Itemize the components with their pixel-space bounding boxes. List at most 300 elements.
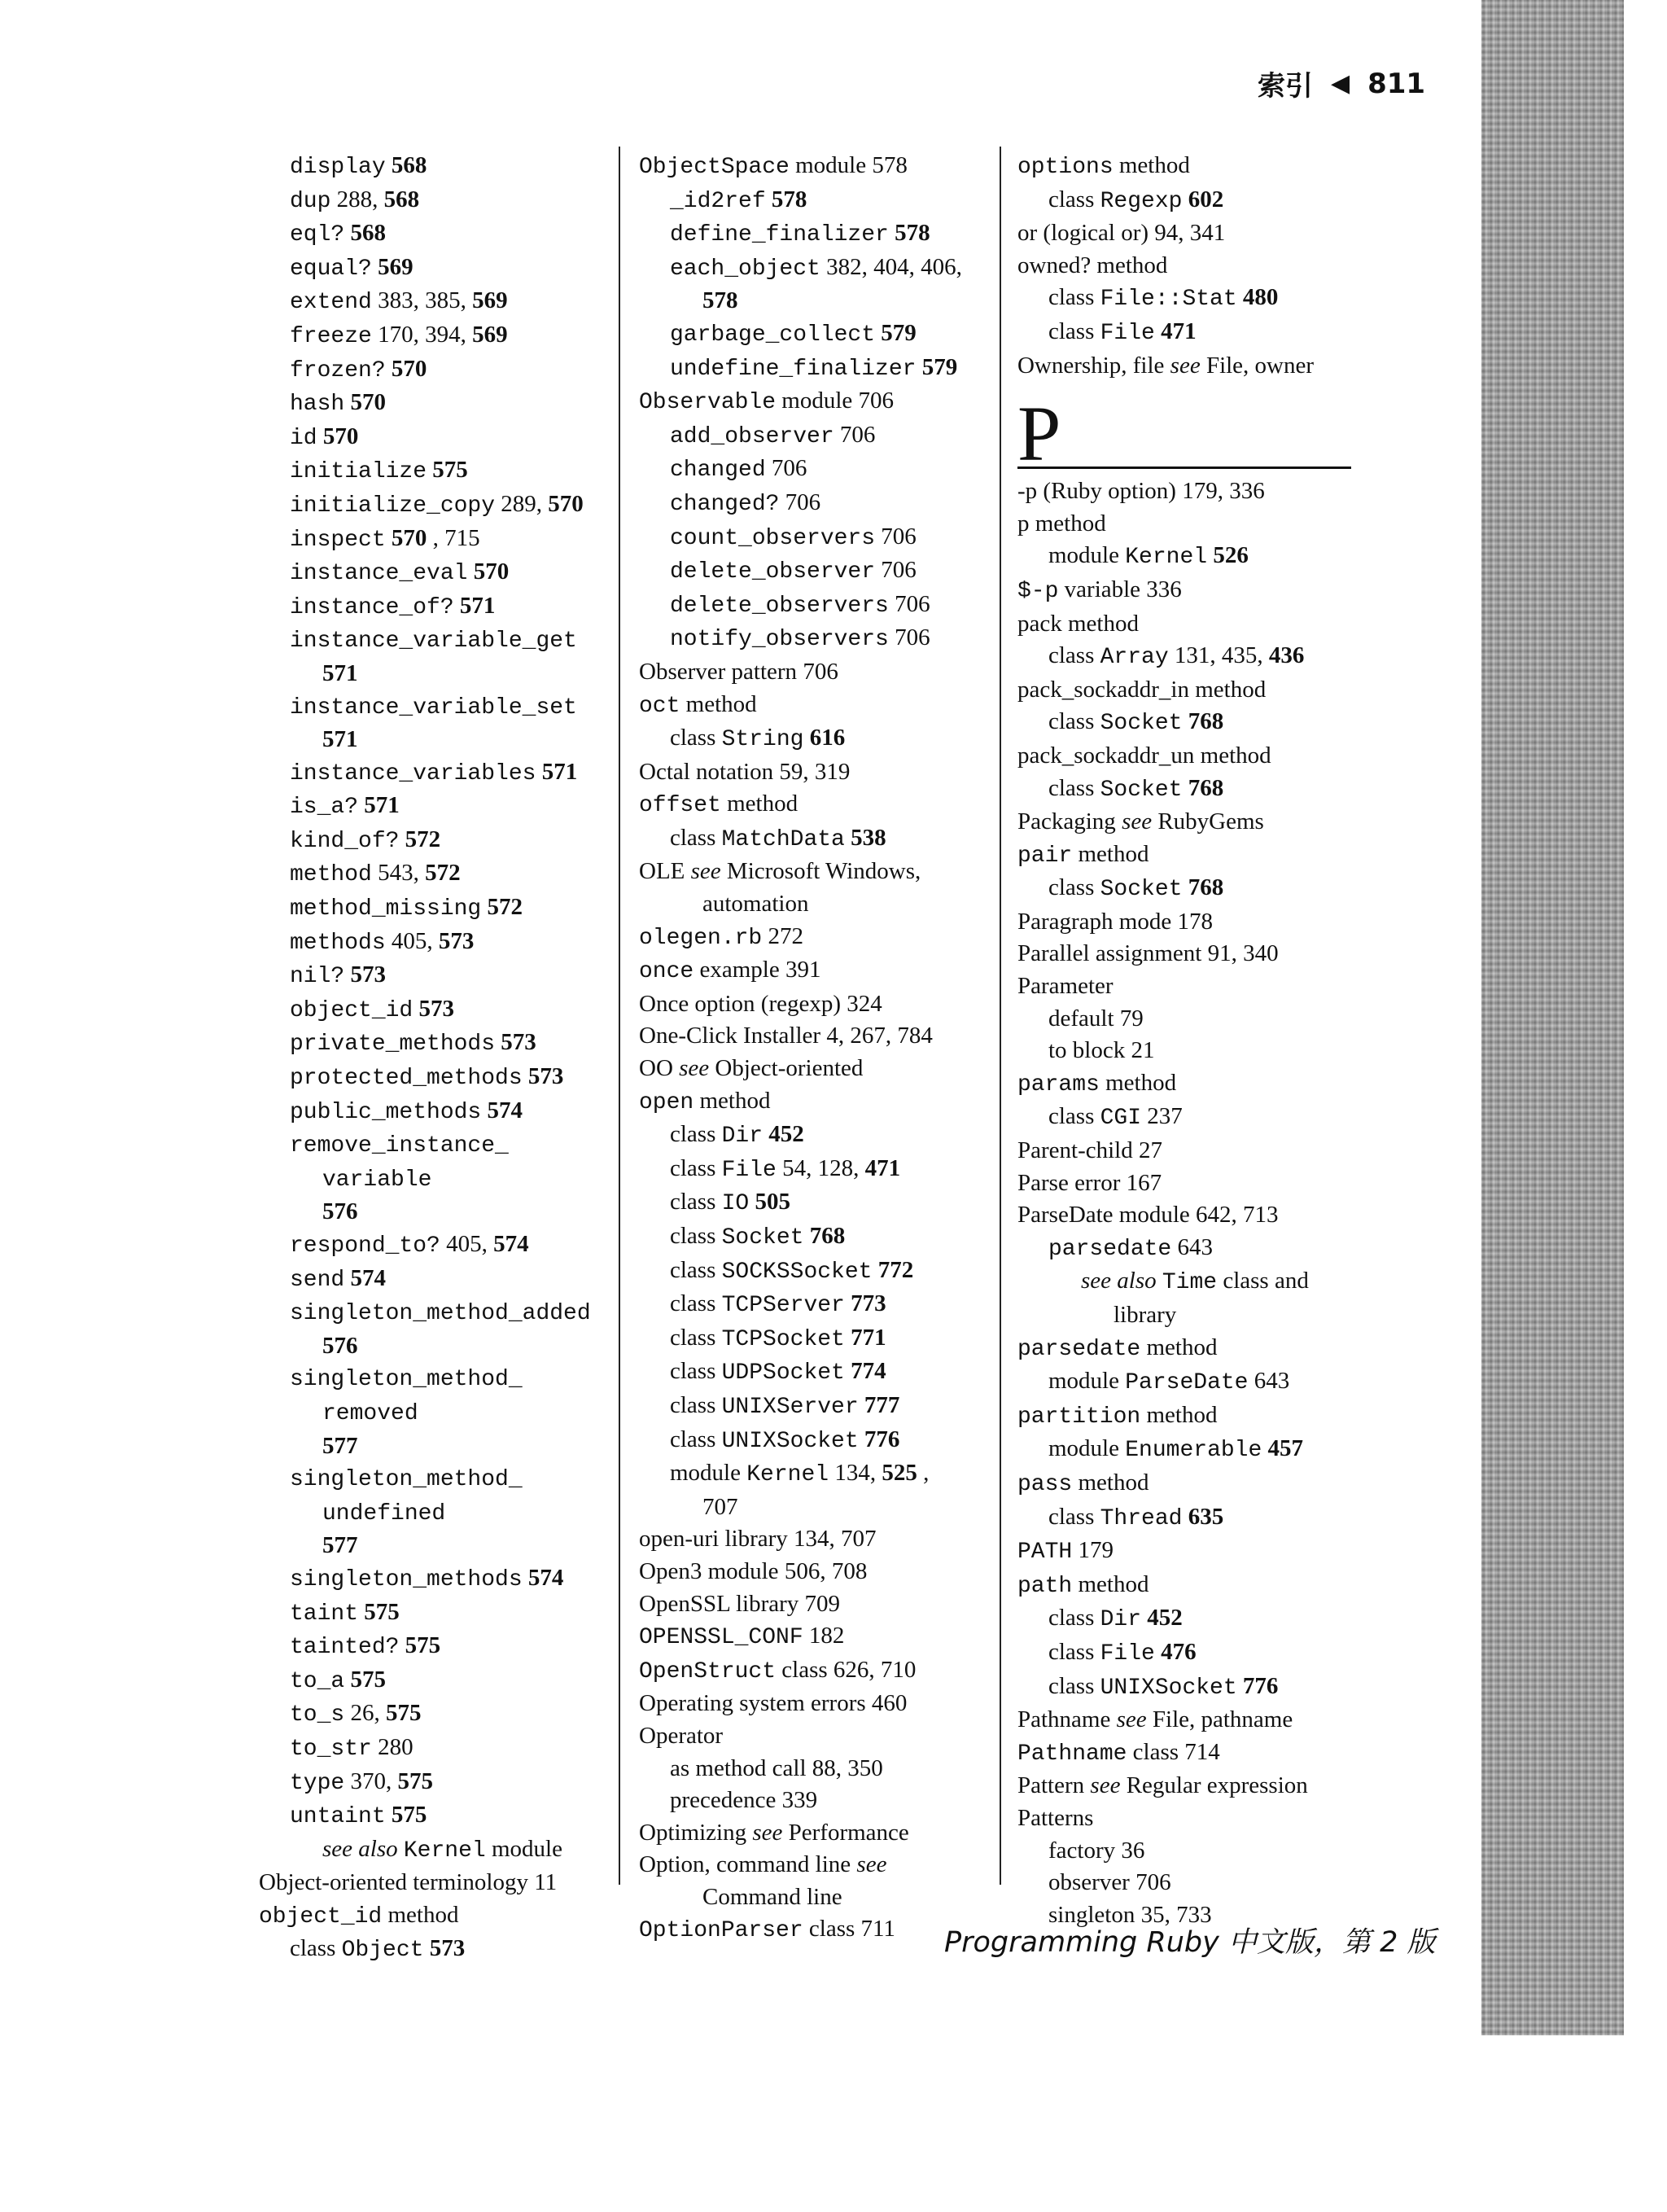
page-ref: 382, 404, 406, — [826, 253, 962, 280]
index-entry — [1017, 475, 1400, 508]
page-ref: 11 — [534, 1869, 558, 1896]
primary-page-ref: 576 — [322, 1332, 358, 1359]
index-entry — [639, 1556, 997, 1588]
index-entry — [639, 554, 997, 589]
primary-page-ref: 525 — [882, 1460, 917, 1487]
primary-page-ref: 575 — [432, 457, 468, 484]
index-entry — [259, 1330, 609, 1363]
index-term: is_a? — [290, 795, 359, 821]
primary-page-ref: 573 — [527, 1063, 564, 1090]
index-entry — [639, 921, 997, 955]
index-entry — [1017, 1299, 1400, 1332]
page-ref: 709 — [804, 1590, 841, 1617]
primary-page-ref: 471 — [864, 1154, 901, 1181]
index-entry — [1017, 1365, 1400, 1399]
index-term: module — [670, 1460, 741, 1487]
page-ref: see — [1116, 1706, 1147, 1733]
index-entry — [639, 285, 997, 318]
index-term: to_a — [290, 1668, 345, 1694]
index-term: parsedate — [1017, 1336, 1141, 1362]
page-ref: 134, — [834, 1460, 882, 1487]
index-entry — [1017, 1265, 1400, 1299]
page-ref: 506, 708 — [784, 1557, 868, 1584]
index-entry — [259, 488, 609, 523]
primary-page-ref: 575 — [405, 1632, 441, 1659]
index-entry — [1017, 938, 1400, 970]
page-ref: 131, 435, — [1174, 642, 1269, 669]
book-title-footer: Programming Ruby 中文版，第 2 版 — [944, 1926, 1436, 1959]
index-term: Object-oriented terminology — [259, 1869, 528, 1896]
index-entry — [259, 1732, 609, 1766]
primary-page-ref: 578 — [895, 220, 930, 247]
page-ref: example 391 — [699, 957, 821, 983]
page-ref: 405, — [391, 927, 439, 954]
index-entry — [259, 1597, 609, 1631]
index-entry — [259, 1496, 609, 1531]
index-entry — [1017, 574, 1400, 608]
index-entry — [1017, 1501, 1400, 1535]
page-ref: method — [1078, 1570, 1149, 1597]
index-term: instance_variable_get — [290, 629, 577, 655]
primary-page-ref: 573 — [438, 927, 475, 954]
primary-page-ref: 452 — [768, 1121, 804, 1148]
page-ref: 706 — [895, 590, 930, 617]
page-ref: 4, 267, 784 — [826, 1023, 933, 1049]
index-entry — [259, 1462, 609, 1496]
index-entry — [259, 1630, 609, 1664]
index-entry — [1017, 1332, 1400, 1366]
primary-page-ref: 570 — [391, 524, 427, 551]
page-edge-texture — [1481, 0, 1624, 2035]
primary-page-ref: 575 — [397, 1767, 433, 1794]
index-term: OO — [639, 1055, 673, 1082]
primary-page-ref: 575 — [350, 1666, 386, 1693]
page-ref: 706 — [1135, 1869, 1171, 1896]
primary-page-ref: 635 — [1188, 1503, 1224, 1530]
index-entry — [259, 1196, 609, 1229]
index-term: params — [1017, 1071, 1100, 1097]
index-entry — [639, 1322, 997, 1356]
primary-page-ref: 538 — [851, 824, 886, 851]
page-ref: CGI — [1100, 1106, 1142, 1132]
page-ref: 79 — [1119, 1005, 1144, 1032]
index-term: OpenSSL library — [639, 1590, 799, 1617]
primary-page-ref: 774 — [851, 1358, 886, 1385]
primary-page-ref: 526 — [1213, 542, 1249, 569]
primary-page-ref: 571 — [541, 758, 578, 785]
page-ref: method — [685, 690, 757, 717]
page-ref: class 626, 710 — [781, 1656, 917, 1683]
index-term: changed — [670, 458, 766, 484]
index-term: open — [639, 1089, 694, 1115]
index-entry — [639, 487, 997, 521]
index-entry — [259, 319, 609, 353]
primary-page-ref: 570 — [391, 355, 427, 382]
index-entry — [639, 521, 997, 555]
primary-page-ref: 771 — [851, 1324, 886, 1351]
page-ref: 643 — [1177, 1233, 1213, 1260]
index-term: Packaging — [1017, 808, 1116, 835]
page-ref: File — [1100, 1640, 1155, 1667]
index-entry — [259, 454, 609, 488]
index-term: define_finalizer — [670, 222, 889, 248]
index-term: type — [290, 1770, 345, 1796]
index-entry — [259, 1163, 609, 1197]
index-entry — [1017, 1867, 1400, 1899]
index-term: $-p — [1017, 578, 1059, 604]
index-term: singleton_methods — [290, 1566, 523, 1592]
index-entry — [1017, 1433, 1400, 1467]
index-term: class — [1048, 1103, 1095, 1130]
index-term: instance_of? — [290, 594, 454, 620]
index-term: changed? — [670, 491, 780, 517]
index-entry — [639, 1457, 997, 1491]
index-term: to_str — [290, 1736, 372, 1762]
primary-page-ref: 776 — [1242, 1672, 1279, 1699]
index-term: class — [1048, 186, 1095, 212]
index-entry — [639, 1390, 997, 1424]
index-entry — [639, 1620, 997, 1654]
index-entry — [259, 590, 609, 624]
primary-page-ref: 572 — [487, 894, 523, 921]
index-entry — [1017, 740, 1400, 773]
primary-page-ref: 572 — [425, 860, 461, 887]
index-entry — [259, 1664, 609, 1698]
index-term: partition — [1017, 1404, 1141, 1430]
page-ref: see — [752, 1819, 783, 1846]
primary-page-ref: 574 — [493, 1231, 529, 1257]
primary-page-ref: 776 — [864, 1426, 900, 1452]
page-ref: 288, — [336, 186, 384, 212]
page-ref: 289, — [501, 490, 549, 517]
index-entry — [259, 1229, 609, 1263]
index-term: Operator — [639, 1722, 724, 1749]
page-ref: 383, 385, — [378, 287, 473, 314]
page-ref: SOCKSSocket — [721, 1259, 873, 1285]
primary-page-ref: 579 — [881, 319, 917, 346]
page-ref: 26, — [350, 1700, 386, 1727]
page-ref: 182 — [808, 1623, 845, 1649]
index-term: factory — [1048, 1837, 1116, 1864]
page-ref: Object — [341, 1938, 424, 1964]
index-term: class — [1048, 1503, 1095, 1530]
index-entry — [259, 1799, 609, 1833]
index-column-2 — [639, 150, 997, 1947]
index-term: tainted? — [290, 1635, 400, 1661]
index-entry — [639, 1491, 997, 1524]
index-term: parsedate — [1048, 1236, 1172, 1262]
page-ref: 642, 713 — [1196, 1202, 1279, 1229]
page-ref: method — [1146, 1401, 1218, 1428]
page-ref: Socket — [1100, 711, 1183, 737]
index-entry — [1017, 1802, 1400, 1835]
index-entry — [259, 387, 609, 421]
index-entry — [639, 318, 997, 352]
page-ref: method — [387, 1901, 459, 1928]
index-term: object_id — [259, 1903, 383, 1929]
index-term: instance_eval — [290, 561, 468, 587]
index-term: taint — [290, 1601, 359, 1627]
page-ref: module — [491, 1835, 562, 1862]
index-term: undefine_finalizer — [670, 356, 917, 382]
index-entry — [259, 1263, 609, 1297]
page-ref: method — [1078, 840, 1149, 867]
index-term: OPENSSL_CONF — [639, 1625, 803, 1651]
index-term: Open3 module — [639, 1557, 779, 1584]
page-ref: Thread — [1100, 1505, 1183, 1531]
primary-page-ref: 772 — [877, 1256, 914, 1283]
index-entry — [639, 1053, 997, 1085]
index-entry — [639, 656, 997, 689]
index-entry — [1017, 1232, 1400, 1266]
index-entry — [1017, 1067, 1400, 1102]
index-term: respond_to? — [290, 1233, 440, 1259]
index-term: methods — [290, 930, 386, 956]
index-term: to block — [1048, 1037, 1126, 1064]
page-ref: 324 — [847, 990, 882, 1017]
index-term: _id2ref — [670, 188, 766, 214]
index-entry — [639, 756, 997, 789]
index-entry — [639, 856, 997, 888]
index-entry — [259, 891, 609, 926]
index-entry — [259, 1362, 609, 1396]
primary-page-ref: 768 — [1188, 874, 1224, 901]
primary-page-ref: 568 — [383, 186, 420, 212]
section-title: 索引 — [1258, 70, 1313, 103]
primary-page-ref: 452 — [1147, 1605, 1183, 1632]
index-entry — [1017, 540, 1400, 574]
index-entry — [259, 658, 609, 690]
page-ref: Dir — [1100, 1607, 1142, 1633]
index-entry — [639, 1523, 997, 1556]
page-ref: 370, — [350, 1767, 398, 1794]
index-entry — [259, 993, 609, 1027]
page-ref: Enumerable — [1125, 1438, 1262, 1464]
index-entry — [259, 421, 609, 455]
primary-page-ref: 602 — [1188, 186, 1224, 212]
index-entry — [639, 722, 997, 756]
index-term: each_object — [670, 256, 820, 282]
primary-page-ref: 570 — [548, 490, 584, 517]
primary-page-ref: 505 — [755, 1189, 790, 1216]
index-term: public_methods — [290, 1099, 482, 1125]
index-entry — [1017, 706, 1400, 740]
index-entry — [639, 184, 997, 218]
index-entry — [639, 1849, 997, 1881]
index-entry — [1017, 1467, 1400, 1501]
primary-page-ref: 569 — [378, 253, 413, 280]
index-term: observer — [1048, 1869, 1130, 1896]
index-term: nil? — [290, 964, 345, 990]
index-entry — [639, 888, 997, 921]
index-entry — [639, 1186, 997, 1220]
index-term: automation — [702, 891, 809, 918]
primary-page-ref: 571 — [459, 592, 496, 619]
index-term: class — [670, 1223, 716, 1249]
index-entry — [259, 724, 609, 756]
index-term: pass — [1017, 1471, 1073, 1497]
primary-page-ref: 574 — [527, 1564, 564, 1591]
index-term: class — [1048, 318, 1095, 344]
page-ref: 643 — [1254, 1368, 1290, 1395]
index-entry — [259, 1061, 609, 1095]
page-ref: module 706 — [781, 388, 895, 414]
index-entry — [1017, 1602, 1400, 1636]
page-ref: 27 — [1138, 1137, 1162, 1164]
index-term: display — [290, 155, 386, 180]
index-term: -p (Ruby option) — [1017, 478, 1176, 505]
index-entry — [259, 353, 609, 388]
index-entry — [259, 1128, 609, 1163]
page-ref: method — [699, 1087, 771, 1114]
primary-page-ref: 471 — [1161, 318, 1197, 344]
index-entry — [1017, 1671, 1400, 1705]
page-ref: Object-oriented — [715, 1055, 864, 1082]
index-entry — [639, 1424, 997, 1458]
page-ref: File — [721, 1157, 777, 1183]
index-term: ParseDate module — [1017, 1202, 1190, 1229]
page-ref: 179 — [1078, 1537, 1114, 1564]
index-term: Patterns — [1017, 1804, 1094, 1831]
index-term: removed — [322, 1400, 418, 1426]
index-entry — [259, 217, 609, 252]
page-ref: method — [1118, 152, 1190, 178]
page-ref: 706 — [785, 488, 821, 515]
page-ref: module 578 — [795, 152, 908, 178]
page-ref: 54, 128, — [782, 1154, 865, 1181]
index-term: Optimizing — [639, 1819, 747, 1846]
index-term: method_missing — [290, 896, 482, 922]
index-entry — [259, 1095, 609, 1129]
index-term: to_s — [290, 1702, 345, 1728]
index-entry — [1017, 1835, 1400, 1868]
index-entry — [639, 385, 997, 419]
index-term: eql? — [290, 222, 345, 248]
index-term: open-uri library — [639, 1526, 788, 1553]
index-term: pack method — [1017, 610, 1139, 637]
column-divider — [619, 147, 620, 1885]
index-term: One-Click Installer — [639, 1023, 821, 1049]
primary-page-ref: 568 — [391, 152, 427, 178]
page-ref: 543, — [378, 860, 426, 887]
index-entry — [1017, 217, 1400, 250]
page-ref: 134, 707 — [794, 1526, 877, 1553]
index-entry — [1017, 1167, 1400, 1200]
page-ref: method — [1078, 1469, 1149, 1496]
index-entry — [1017, 640, 1400, 674]
page-ref: method — [1146, 1334, 1218, 1360]
primary-page-ref: 575 — [385, 1700, 422, 1727]
index-entry — [259, 624, 609, 658]
index-entry — [259, 959, 609, 993]
primary-page-ref: 568 — [350, 220, 386, 247]
index-term: module — [1048, 1368, 1119, 1395]
index-term: add_observer — [670, 423, 834, 449]
index-term: path — [1017, 1573, 1073, 1599]
index-term: library — [1114, 1302, 1177, 1328]
page-ref: , — [923, 1460, 930, 1487]
index-entry — [639, 1753, 997, 1785]
page-ref: 280 — [378, 1733, 413, 1760]
index-term: class — [670, 1189, 716, 1216]
index-term: class — [1048, 874, 1095, 901]
index-term: method — [290, 862, 372, 888]
index-term: Operating system errors — [639, 1690, 866, 1717]
page-ref: class 711 — [808, 1916, 895, 1943]
section-letter: P — [1017, 396, 1351, 469]
index-term: id — [290, 425, 317, 451]
index-entry — [639, 1881, 997, 1914]
index-term: PATH — [1017, 1540, 1073, 1566]
page-number: 811 — [1367, 67, 1426, 100]
primary-page-ref: 579 — [921, 353, 958, 380]
index-entry — [1017, 1199, 1400, 1232]
index-entry — [259, 1296, 609, 1330]
index-column-1 — [259, 150, 609, 1967]
page-ref: File, pathname — [1152, 1706, 1293, 1733]
index-term: protected_methods — [290, 1066, 523, 1092]
index-term: class — [290, 1935, 336, 1962]
index-entry — [259, 1530, 609, 1562]
index-term: class — [670, 1324, 716, 1351]
primary-page-ref: 576 — [322, 1198, 358, 1225]
index-term: Ownership, file — [1017, 352, 1165, 379]
primary-page-ref: 575 — [391, 1802, 427, 1829]
index-term: Pathname — [1017, 1741, 1127, 1767]
index-term: class — [670, 824, 716, 851]
page-ref: File::Stat — [1100, 287, 1237, 313]
index-entry — [639, 1085, 997, 1119]
index-entry — [259, 926, 609, 960]
page-ref: Regular expression — [1126, 1772, 1308, 1799]
index-term: Paragraph mode — [1017, 908, 1172, 935]
index-term: olegen.rb — [639, 925, 763, 951]
page-ref: 460 — [871, 1690, 908, 1717]
index-entry — [259, 150, 609, 184]
page-ref: 59, 319 — [779, 758, 851, 785]
index-term: singleton_method_ — [290, 1367, 523, 1393]
index-term: p method — [1017, 510, 1106, 537]
column-divider — [1000, 147, 1001, 1885]
index-term: class — [670, 1358, 716, 1385]
primary-page-ref: 571 — [322, 726, 358, 753]
index-entry — [639, 689, 997, 723]
primary-page-ref: 570 — [350, 389, 386, 416]
primary-page-ref: 616 — [809, 725, 846, 751]
page-ref: 405, — [446, 1231, 494, 1257]
index-term: Parse error — [1017, 1169, 1121, 1196]
primary-page-ref: 436 — [1268, 642, 1305, 669]
index-term: Octal notation — [639, 758, 774, 785]
page-ref: 706 — [771, 455, 807, 482]
index-entry — [1017, 184, 1400, 218]
page-ref: TCPServer — [721, 1293, 845, 1319]
page-ref: 706 — [895, 624, 930, 651]
index-term: instance_variable_set — [290, 694, 577, 721]
primary-page-ref: 476 — [1161, 1638, 1197, 1665]
index-entry — [639, 1817, 997, 1850]
page-ref: 706 — [803, 658, 838, 685]
primary-page-ref: 573 — [501, 1029, 536, 1056]
primary-page-ref: 768 — [1188, 708, 1224, 735]
index-entry — [1017, 674, 1400, 707]
primary-page-ref: 777 — [864, 1391, 900, 1418]
index-term: class — [1048, 774, 1095, 801]
index-term: Command line — [702, 1883, 842, 1910]
index-entry — [1017, 1569, 1400, 1603]
page-ref: 170, 394, — [378, 321, 473, 348]
index-entry — [1017, 1035, 1400, 1067]
